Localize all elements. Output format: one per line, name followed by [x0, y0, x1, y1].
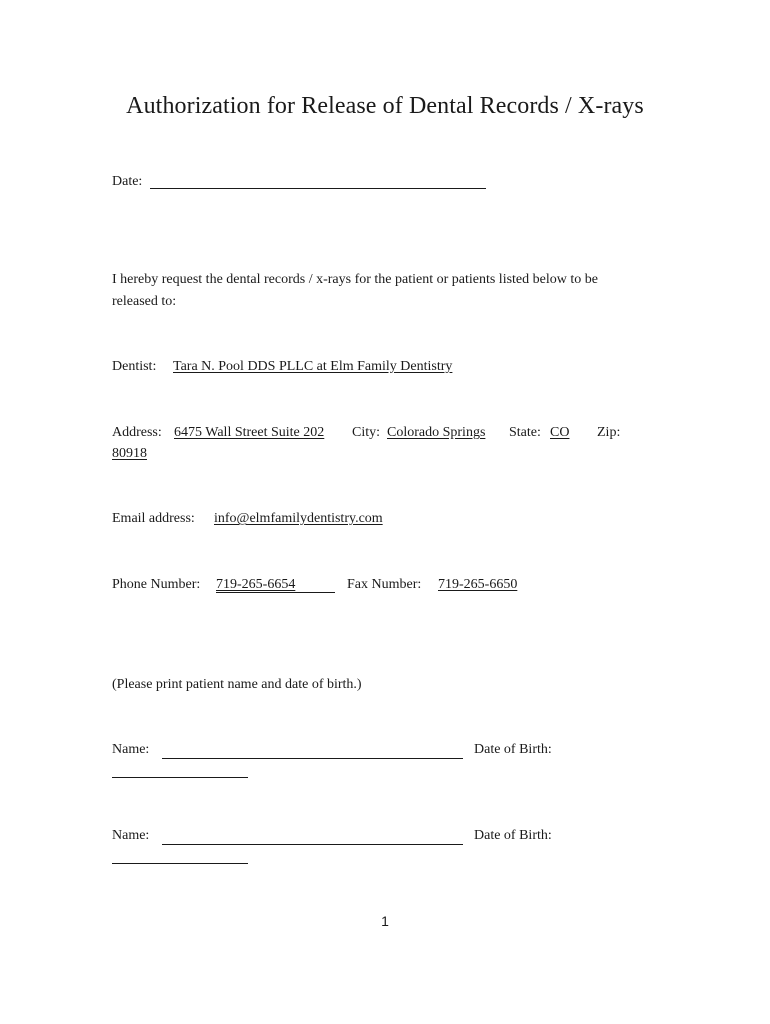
- phone-label: Phone Number:: [112, 577, 201, 592]
- dentist-label: Dentist:: [112, 359, 157, 374]
- date-label: Date:: [112, 174, 143, 189]
- phone-underline: [216, 592, 335, 593]
- fax-value: 719-265-6650: [438, 577, 518, 592]
- zip-value: 80918: [112, 446, 147, 461]
- patient-2-dob-field[interactable]: [112, 863, 248, 864]
- dentist-row: [112, 359, 156, 375]
- patient-1-dob-label: Date of Birth:: [474, 742, 552, 757]
- document-title: Authorization for Release of Dental Records / X-rays: [126, 93, 644, 119]
- phone-value: 719-265-6654: [216, 577, 296, 592]
- city-label: City:: [352, 425, 381, 440]
- fax-label: Fax Number:: [347, 577, 422, 592]
- request-text-line1: I hereby request the dental records / x-rays for the patient or patients listed below to be: [112, 272, 598, 287]
- email-label: Email address:: [112, 511, 195, 526]
- state-value: CO: [550, 425, 570, 440]
- date-row: [112, 174, 142, 190]
- patient-2-name-field[interactable]: [162, 844, 463, 845]
- request-text-line2: released to:: [112, 294, 177, 309]
- patient-2-name-label: Name:: [112, 828, 150, 843]
- address-label: Address:: [112, 425, 162, 440]
- email-value: info@elmfamilydentistry.com: [214, 511, 383, 526]
- patient-2-dob-label: Date of Birth:: [474, 828, 552, 843]
- page-number: 1: [381, 913, 389, 929]
- patient-1-dob-field[interactable]: [112, 777, 248, 778]
- zip-label: Zip:: [597, 425, 621, 440]
- dentist-value: Tara N. Pool DDS PLLC at Elm Family Dentistry: [173, 359, 453, 374]
- address-street: 6475 Wall Street Suite 202: [174, 425, 325, 440]
- patient-1-name-field[interactable]: [162, 758, 463, 759]
- patient-1-name-label: Name:: [112, 742, 150, 757]
- city-value: Colorado Springs: [387, 425, 486, 440]
- date-field[interactable]: [150, 188, 486, 189]
- instruction-text: (Please print patient name and date of birth.): [112, 677, 362, 692]
- state-label: State:: [509, 425, 541, 440]
